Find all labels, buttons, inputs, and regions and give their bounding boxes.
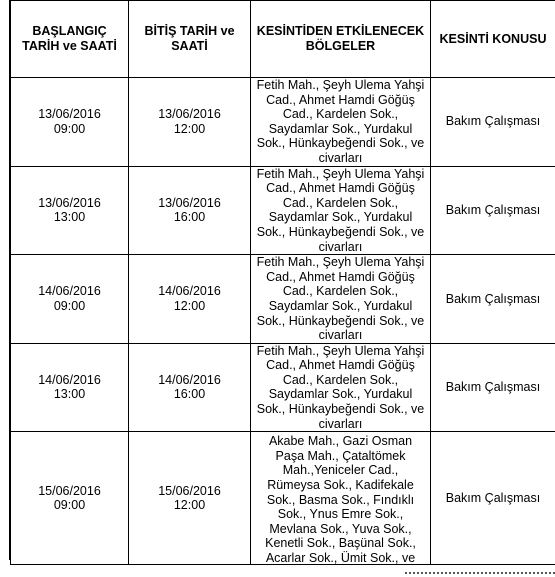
start-cell: [11, 432, 129, 565]
end-date: 13/06/2016: [158, 107, 221, 122]
start-time: 13:00: [53, 210, 86, 225]
start-date: 15/06/2016: [38, 483, 101, 498]
regions-text: Akabe Mah., Gazi Osman Paşa Mah., Çataltömek Mah.,Yeniceler Cad., Rümeysa Sok., Kadifekale Sok., Basma Sok., Fındıklı Sok., Ynus Emre Sok., Mevlana Sok., Yuva Sok., Kenetli Sok., Başünal Sok., Acarlar Sok., Ümit Sok., ve: [265, 434, 416, 565]
dotted-footer-line: [405, 572, 555, 574]
header-subject: KESİNTİ KONUSU: [431, 1, 555, 78]
table-row: [11, 432, 555, 565]
subject-cell: Bakım Çalışması: [431, 343, 555, 432]
header-row: [11, 1, 555, 78]
start-date: 13/06/2016: [38, 107, 101, 122]
end-cell: [129, 432, 251, 565]
start-date: 14/06/2016: [38, 372, 101, 387]
end-time: 12:00: [173, 498, 206, 513]
subject-cell: Bakım Çalışması: [431, 432, 555, 565]
end-date: 14/06/2016: [158, 284, 221, 299]
end-cell: [129, 255, 251, 344]
regions-cell: Fetih Mah., Şeyh Ulema Yahşi Cad., Ahmet Hamdi Göğüş Cad., Kardelen Sok., Saydamlar Sok., Yurdakul Sok., Hünkaybeğendi Sok., ve civarları: [251, 78, 431, 167]
start-date: 13/06/2016: [38, 195, 101, 210]
start-time: 13:00: [53, 387, 86, 402]
subject-cell: Bakım Çalışması: [431, 255, 555, 344]
start-date: 14/06/2016: [38, 284, 101, 299]
regions-cell: [251, 432, 431, 565]
header-start: BAŞLANGIÇ TARİH ve SAATİ: [11, 1, 129, 78]
header-regions: KESİNTİDEN ETKİLENECEK BÖLGELER: [251, 1, 431, 78]
left-margin-border: [0, 0, 10, 560]
regions-cell: Fetih Mah., Şeyh Ulema Yahşi Cad., Ahmet Hamdi Göğüş Cad., Kardelen Sok., Saydamlar Sok., Yurdakul Sok., Hünkaybeğendi Sok., ve civarları: [251, 166, 431, 255]
outage-schedule-table: [10, 0, 555, 565]
table-row: [11, 343, 555, 432]
start-time: 09:00: [53, 121, 86, 136]
end-time: 16:00: [173, 387, 206, 402]
end-date: 15/06/2016: [158, 483, 221, 498]
start-cell: [11, 255, 129, 344]
start-cell: [11, 78, 129, 167]
table-row: [11, 78, 555, 167]
end-cell: [129, 343, 251, 432]
subject-cell: Bakım Çalışması: [431, 166, 555, 255]
end-date: 14/06/2016: [158, 372, 221, 387]
end-cell: [129, 166, 251, 255]
end-time: 12:00: [173, 298, 206, 313]
regions-cell: Fetih Mah., Şeyh Ulema Yahşi Cad., Ahmet Hamdi Göğüş Cad., Kardelen Sok., Saydamlar Sok., Yurdakul Sok., Hünkaybeğendi Sok., ve civarları: [251, 343, 431, 432]
regions-cell: Fetih Mah., Şeyh Ulema Yahşi Cad., Ahmet Hamdi Göğüş Cad., Kardelen Sok., Saydamlar Sok., Yurdakul Sok., Hünkaybeğendi Sok., ve civarları: [251, 255, 431, 344]
start-cell: [11, 343, 129, 432]
end-time: 12:00: [173, 121, 206, 136]
end-date: 13/06/2016: [158, 195, 221, 210]
table-row: [11, 255, 555, 344]
end-time: 16:00: [173, 210, 206, 225]
start-time: 09:00: [53, 498, 86, 513]
subject-cell: Bakım Çalışması: [431, 78, 555, 167]
start-cell: [11, 166, 129, 255]
table-row: [11, 166, 555, 255]
end-cell: [129, 78, 251, 167]
header-end: BİTİŞ TARİH ve SAATİ: [129, 1, 251, 78]
start-time: 09:00: [53, 298, 86, 313]
